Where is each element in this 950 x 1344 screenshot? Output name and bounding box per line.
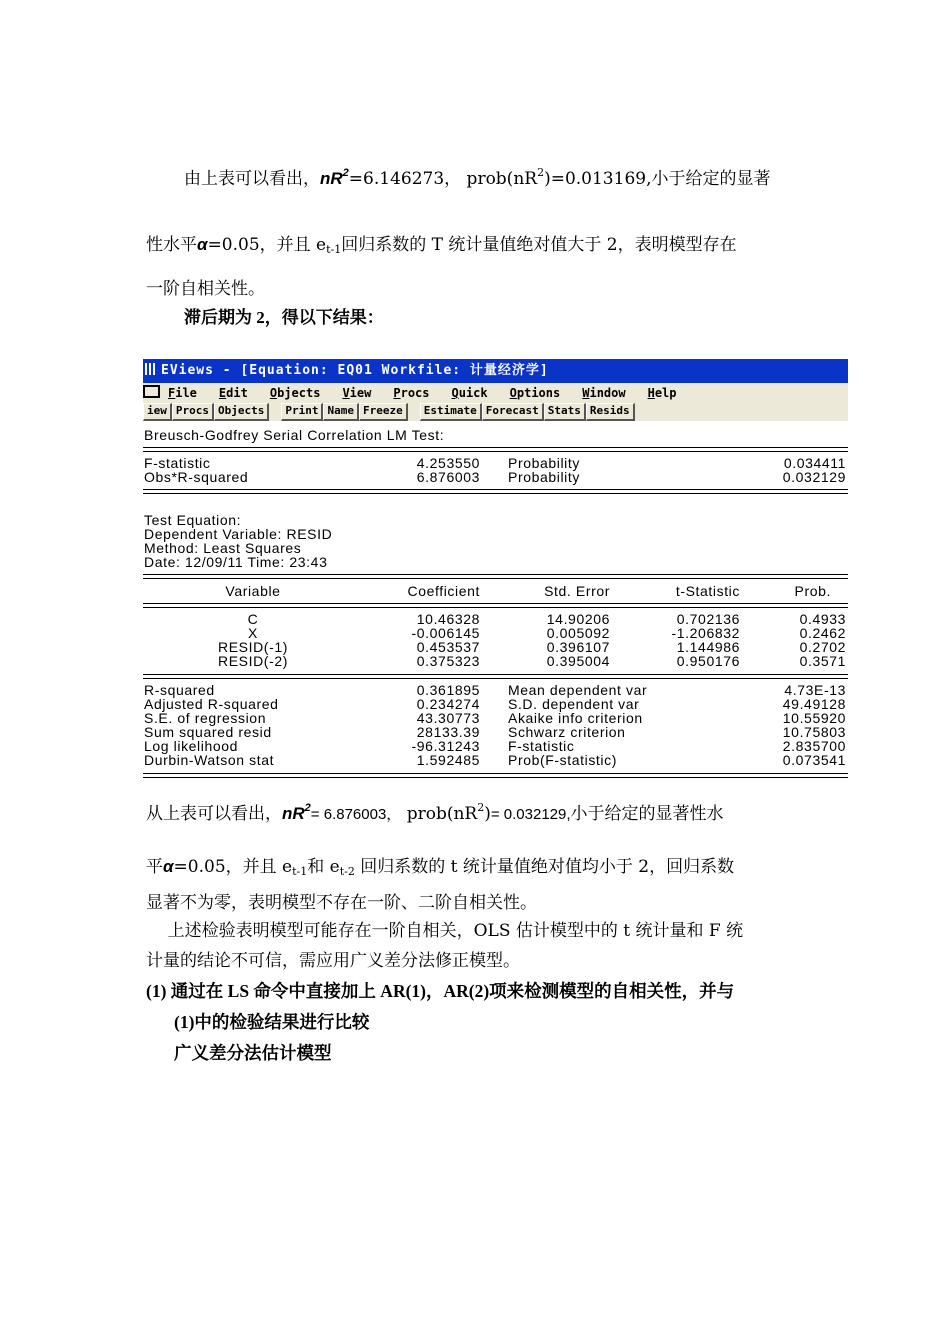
menu-edit[interactable]: Edit [218,386,248,400]
divider [143,773,848,778]
toolbar-name-button[interactable]: Name [323,403,359,421]
toolbar-print-button[interactable]: Print [281,403,323,421]
cell: 0.234274 [416,696,480,712]
menu-options[interactable]: Options [509,386,561,400]
section-line3: 广义差分法估计模型 [174,1043,332,1063]
cell: Prob(F-statistic) [508,752,617,768]
divider [143,603,848,608]
header-variable: Variable [225,583,281,599]
f-prob-value: 0.034411 [783,455,846,471]
subscript: t-1 [326,243,342,256]
subscript: t-1 [292,865,308,878]
cell: 1.592485 [416,752,480,768]
superscript: 2 [477,801,485,814]
menu-file[interactable]: File [168,386,197,400]
cell: 0.2702 [799,639,846,655]
test-title: Breusch-Godfrey Serial Correlation LM Test: [144,427,445,443]
cell: 0.3571 [799,653,846,669]
toolbar-resids-button[interactable]: Resids [586,403,635,421]
subscript: t-2 [339,865,355,878]
cell: 2.835700 [782,738,846,754]
menu-objects[interactable]: Objects [269,386,321,400]
math-nR: $nR^2$ [320,167,349,188]
alpha-symbol: α [163,857,174,876]
cell: X [248,625,258,641]
cell: RESID(-1) [218,639,288,655]
cell: 0.073541 [782,752,846,768]
text: )=0.013169,小于给定的显著 [544,169,771,189]
text: 回归系数的 t 统计量值绝对值均小于 2，回归系数 [354,857,735,877]
toolbar-stats-button[interactable]: Stats [544,403,586,421]
text: = 6.876003， [310,806,402,823]
cell: 49.49128 [782,696,846,712]
date-time: Date: 12/09/11 Time: 23:43 [144,554,328,570]
toolbar-procs-button[interactable]: Procs [172,403,214,421]
document-icon [143,385,160,398]
cell: S.E. of regression [144,710,267,726]
cell: 0.453537 [416,639,480,655]
cell: Durbin-Watson stat [144,752,275,768]
menu-quick[interactable]: Quick [451,386,488,400]
cell: Log likelihood [144,738,239,754]
cell: 14.90206 [546,611,610,627]
obs-label: Obs*R-squared [144,469,249,485]
cell: Schwarz criterion [508,724,626,740]
para1-line1 [184,162,770,190]
cell: 0.395004 [546,653,610,669]
eviews-app-icon [145,363,157,375]
text: 性水平 [146,235,197,255]
text: 从上表可以看出， [146,804,282,824]
para1-line2 [146,234,737,261]
para2-line2 [146,856,734,883]
text: 和 e [307,857,340,877]
menu-procs[interactable]: Procs [393,386,430,400]
obs-value: 6.876003 [416,469,480,485]
divider [143,674,848,679]
eviews-menu-bar [143,383,848,403]
header-std-error: Std. Error [544,583,610,599]
para1-line3: 一阶自相关性。 [146,279,265,299]
menu-view[interactable]: View [342,386,372,400]
toolbar-freeze-button[interactable]: Freeze [359,403,408,421]
text: 小于给定的显著性水 [570,804,724,824]
obs-prob-value: 0.032129 [782,469,846,485]
cell: 0.4933 [799,611,846,627]
toolbar-forecast-button[interactable]: Forecast [482,403,544,421]
text: ) [484,804,491,824]
window-title: EViews - [Equation: EQ01 Workfile: 计量经济学] [161,363,549,378]
cell: 0.2462 [799,625,846,641]
cell: 0.702136 [676,611,740,627]
header-coefficient: Coefficient [407,583,480,599]
text: =0.05，并且 e [207,235,327,255]
cell: 10.46328 [416,611,480,627]
cell: 0.950176 [676,653,740,669]
f-prob-label: Probability [508,455,580,471]
text: = 0.032129, [490,806,571,823]
test-equation-label: Test Equation: [144,512,242,528]
text: =0.05，并且 e [173,857,293,877]
cell: 0.375323 [416,653,480,669]
section-line1: (1) 通过在 LS 命令中直接加上 AR(1)，AR(2)项来检测模型的自相关性，并与 [146,981,735,1001]
toolbar-view-button[interactable]: iew [143,403,172,421]
cell: 10.55920 [782,710,846,726]
cell: 28133.39 [416,724,480,740]
text: 由上表可以看出， [184,169,320,189]
cell: 43.30773 [416,710,480,726]
cell: -1.206832 [671,625,740,641]
cell: Mean dependent var [508,682,648,698]
cell: RESID(-2) [218,653,288,669]
cell: 0.361895 [416,682,480,698]
cell: S.D. dependent var [508,696,640,712]
eviews-window [143,359,848,780]
divider [143,489,848,494]
cell: 10.75803 [782,724,846,740]
cell: Adjusted R-squared [144,696,279,712]
cell: C [247,611,259,627]
text: =6.146273， prob(nR [348,169,538,189]
cell: F-statistic [508,738,575,754]
eviews-title-bar [143,359,848,383]
superscript: 2 [537,166,545,179]
divider [143,447,848,452]
para2-line3: 显著不为零，表明模型不存在一阶、二阶自相关性。 [146,893,537,913]
section-line2: (1)中的检验结果进行比较 [174,1012,370,1032]
menu-window[interactable]: Window [582,386,626,400]
text: 回归系数的 T 统计量值绝对值大于 2，表明模型存在 [341,235,737,255]
para2-line5: 计量的结论不可信，需应用广义差分法修正模型。 [146,951,520,971]
cell: Sum squared resid [144,724,272,740]
heading-lag2: 滞后期为 2，得以下结果： [184,308,384,327]
cell: -96.31243 [411,738,480,754]
header-t-statistic: t-Statistic [675,583,740,599]
menu-help[interactable]: Help [647,386,677,400]
obs-prob-label: Probability [508,469,580,485]
alpha-symbol: α [197,235,208,254]
divider [143,574,848,579]
text: 平 [146,857,163,877]
toolbar-objects-button[interactable]: Objects [214,403,269,421]
method: Method: Least Squares [144,540,302,556]
cell: Akaike info criterion [508,710,643,726]
text: prob(nR [401,804,478,824]
para2-line4: 上述检验表明模型可能存在一阶自相关，OLS 估计模型中的 t 统计量和 F 统 [146,921,744,941]
math-nR: $nR^2$ [282,802,311,823]
cell: R-squared [144,682,215,698]
cell: 0.396107 [546,639,610,655]
f-stat-label: F-statistic [144,455,211,471]
para2-line1 [146,797,724,826]
toolbar-estimate-button[interactable]: Estimate [420,403,482,421]
cell: 4.73E-13 [784,682,846,698]
cell: 1.144986 [676,639,740,655]
f-stat-value: 4.253550 [416,455,480,471]
cell: -0.006145 [411,625,480,641]
header-prob: Prob. [794,583,831,599]
eviews-toolbar [143,403,848,421]
cell: 0.005092 [546,625,610,641]
dependent-variable: Dependent Variable: RESID [144,526,333,542]
